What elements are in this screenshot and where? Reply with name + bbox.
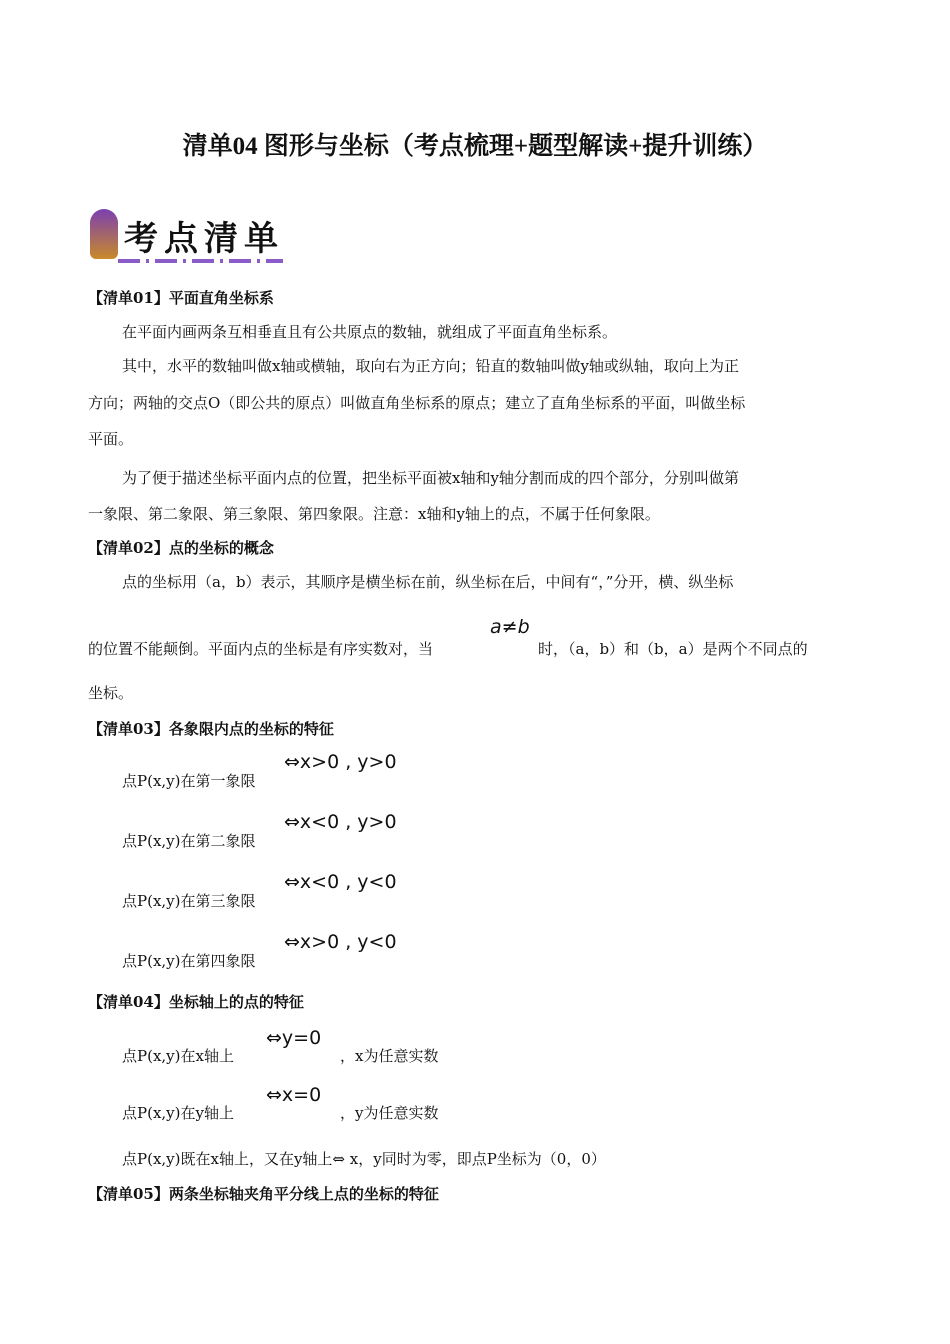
math-formula: a≠b bbox=[490, 616, 530, 638]
logo-underline bbox=[118, 259, 283, 263]
quadrant-text: 点P(x,y)在第一象限 bbox=[122, 772, 256, 790]
axis-text-tail: ，y为任意实数 bbox=[340, 1104, 439, 1122]
heading-s2: 【清单02】点的坐标的概念 bbox=[88, 539, 274, 557]
math-formula: ⇔y=0 bbox=[266, 1027, 322, 1049]
heading-s4: 【清单04】坐标轴上的点的特征 bbox=[88, 993, 304, 1011]
paragraph-line: 在平面内画两条互相垂直且有公共原点的数轴，就组成了平面直角坐标系。 bbox=[122, 323, 618, 341]
paragraph-line: 的位置不能颠倒。平面内点的坐标是有序实数对，当 bbox=[88, 640, 434, 658]
math-formula: ⇔x>0 , y<0 bbox=[284, 931, 397, 953]
logo-text: 考点清单 bbox=[124, 219, 284, 259]
quadrant-text: 点P(x,y)在第四象限 bbox=[122, 952, 256, 970]
math-formula: ⇔x<0 , y>0 bbox=[284, 811, 397, 833]
paragraph-line: 点的坐标用（a，b）表示，其顺序是横坐标在前，纵坐标在后，中间有“，”分开，横、纵坐标 bbox=[122, 573, 734, 591]
paragraph-line: 点P(x,y)既在x轴上，又在y轴上⇔ x，y同时为零，即点P坐标为（0，0） bbox=[122, 1150, 606, 1168]
paragraph-line: 平面。 bbox=[88, 430, 134, 448]
math-formula: ⇔x<0 , y<0 bbox=[284, 871, 397, 893]
heading-s5: 【清单05】两条坐标轴夹角平分线上点的坐标的特征 bbox=[88, 1185, 439, 1203]
section-logo bbox=[88, 205, 288, 267]
paragraph-line: 其中，水平的数轴叫做x轴或横轴，取向右为正方向；铅直的数轴叫做y轴或纵轴，取向上为正 bbox=[122, 357, 739, 375]
paragraph-line: 一象限、第二象限、第三象限、第四象限。注意：x轴和y轴上的点，不属于任何象限。 bbox=[88, 505, 660, 523]
paragraph-line: 坐标。 bbox=[88, 684, 134, 702]
axis-text: 点P(x,y)在y轴上 bbox=[122, 1104, 234, 1122]
document-title: 清单04 图形与坐标（考点梳理+题型解读+提升训练） bbox=[182, 133, 768, 160]
heading-s1: 【清单01】平面直角坐标系 bbox=[88, 289, 274, 307]
quadrant-text: 点P(x,y)在第二象限 bbox=[122, 832, 256, 850]
quadrant-text: 点P(x,y)在第三象限 bbox=[122, 892, 256, 910]
math-formula: ⇔x>0 , y>0 bbox=[284, 751, 397, 773]
paragraph-line: 方向；两轴的交点O（即公共的原点）叫做直角坐标系的原点；建立了直角坐标系的平面，叫做坐标 bbox=[88, 394, 746, 412]
heading-s3: 【清单03】各象限内点的坐标的特征 bbox=[88, 720, 334, 738]
paragraph-line: 为了便于描述坐标平面内点的位置，把坐标平面被x轴和y轴分割而成的四个部分，分别叫做第 bbox=[122, 469, 739, 487]
axis-text: 点P(x,y)在x轴上 bbox=[122, 1047, 234, 1065]
paragraph-line: 时，（a，b）和（b，a）是两个不同点的 bbox=[538, 640, 808, 658]
axis-text-tail: ，x为任意实数 bbox=[340, 1047, 439, 1065]
math-formula: ⇔x=0 bbox=[266, 1084, 322, 1106]
mascot-icon bbox=[90, 209, 118, 259]
